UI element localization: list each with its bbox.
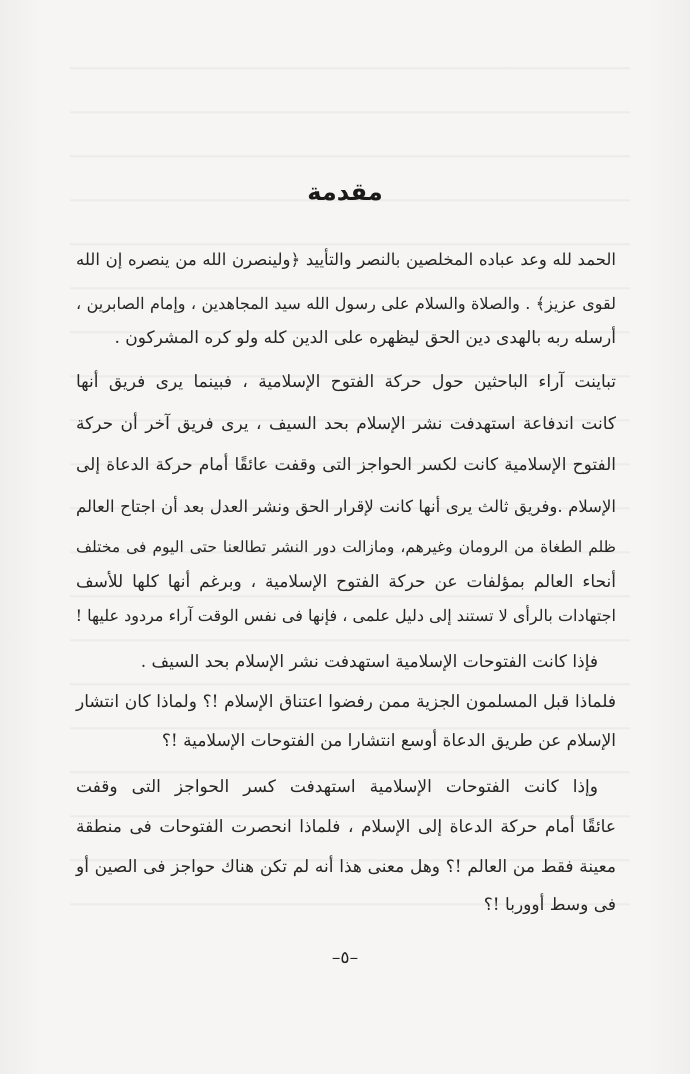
paragraph-4-line-4: فى وسط أووربا !؟: [483, 895, 616, 915]
page-title: مقدمة: [307, 178, 383, 206]
paragraph-1-line-2: لقوى عزيز﴾ . والصلاة والسلام على رسول الله سيد المجاهدين ، وإمام الصابرين ،: [76, 294, 616, 313]
paragraph-2-line-3: الفتوح الإسلامية كانت لكسر الحواجز التى وقفت عائقًا أمام حركة الدعاة إلى: [76, 455, 616, 475]
paragraph-1-line-1: الحمد لله وعد عباده المخلصين بالنصر والتأييد ﴿ولينصرن الله من ينصره إن الله: [76, 250, 616, 269]
paragraph-3-line-1: فإذا كانت الفتوحات الإسلامية استهدفت نشر الإسلام بحد السيف .: [140, 652, 598, 672]
paragraph-2-line-1: تباينت آراء الباحثين حول حركة الفتوح الإسلامية ، فبينما يرى فريق أنها: [76, 372, 616, 392]
paragraph-3-line-3: الإسلام عن طريق الدعاة أوسع انتشارا من الفتوحات الإسلامية !؟: [161, 731, 616, 751]
paragraph-4-line-1: وإذا كانت الفتوحات الإسلامية استهدفت كسر الحواجز التى وقفت: [76, 777, 598, 797]
paragraph-2-line-7: اجتهادات بالرأى لا تستند إلى دليل علمى ، فإنها فى نفس الوقت آراء مردود عليها !: [75, 606, 616, 625]
paragraph-2-line-5: ظلم الطغاة من الرومان وغيرهم، ومازالت دور النشر تطالعنا حتى اليوم فى مختلف: [76, 538, 616, 556]
paragraph-1-line-3: أرسله ربه بالهدى دين الحق ليظهره على الدين كله ولو كره المشركون .: [114, 328, 616, 348]
paragraph-4-line-2: عائقًا أمام حركة الدعاة إلى الإسلام ، فلماذا انحصرت الفتوحات فى منطقة: [76, 817, 616, 837]
paragraph-3-line-2: فلماذا قبل المسلمون الجزية ممن رفضوا اعتناق الإسلام !؟ ولماذا كان انتشار: [76, 692, 616, 712]
paragraph-4-line-3: معينة فقط من العالم !؟ وهل معنى هذا أنه لم تكن هناك حواجز فى الصين أو: [76, 857, 616, 877]
paragraph-2-line-6: أنحاء العالم بمؤلفات عن حركة الفتوح الإسلامية ، وبرغم أنها كلها للأسف: [76, 572, 616, 592]
paragraph-2-line-4: الإسلام .وفريق ثالث يرى أنها كانت لإقرار الحق ونشر العدل بعد أن اجتاح العالم: [76, 497, 616, 516]
page-number: –٥–: [331, 948, 359, 968]
paragraph-2-line-2: كانت اندفاعة استهدفت نشر الإسلام بحد السيف ، يرى فريق آخر أن حركة: [76, 414, 616, 434]
